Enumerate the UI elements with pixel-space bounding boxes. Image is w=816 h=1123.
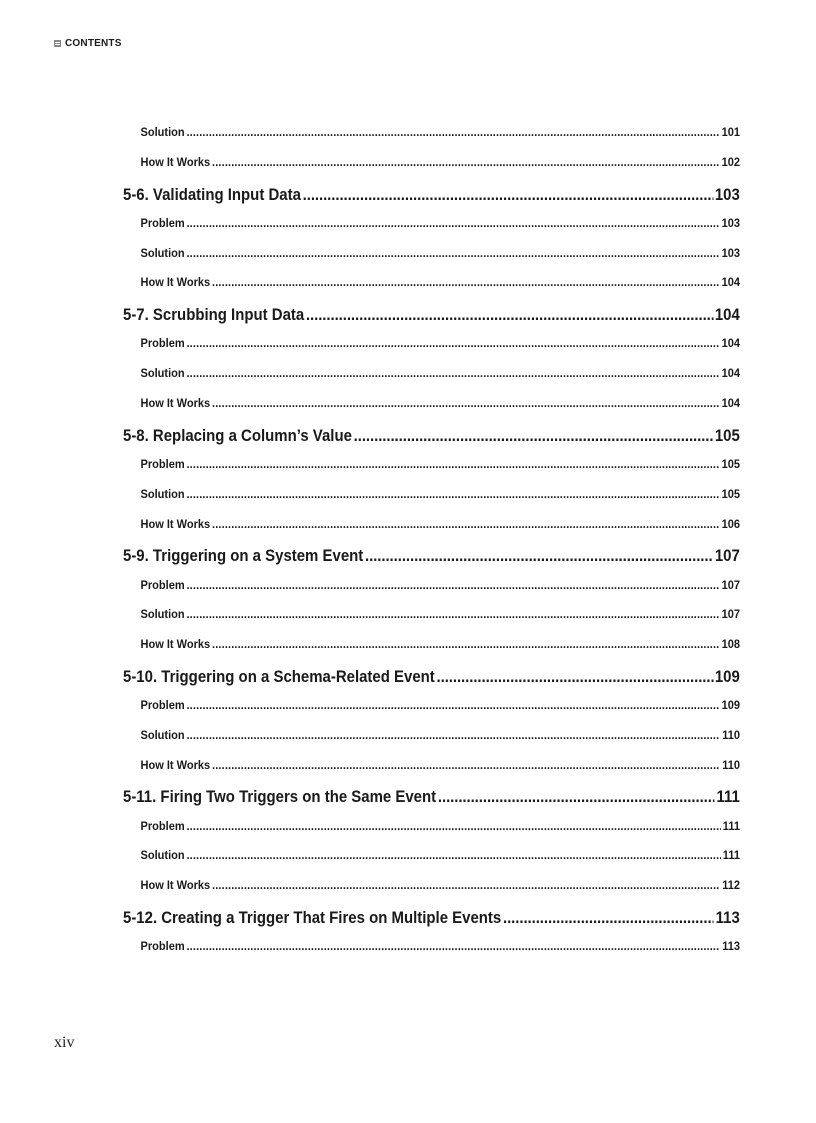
- toc-entry-label: Problem: [140, 456, 185, 471]
- toc-entry-label: 5-12. Creating a Trigger That Fires on Multiple Events: [123, 908, 502, 928]
- toc-entry-label: Solution: [140, 486, 185, 501]
- toc-subsection-entry[interactable]: [123, 481, 740, 511]
- toc-subsection-entry[interactable]: [123, 360, 740, 390]
- toc-entry-label: Problem: [140, 336, 185, 351]
- toc-subsection-entry[interactable]: [123, 572, 740, 602]
- dot-leader: [306, 299, 713, 330]
- toc-subsection-entry[interactable]: [123, 933, 740, 963]
- toc-entry-label: How It Works: [140, 516, 211, 531]
- toc-entry-label: Problem: [140, 818, 185, 833]
- dot-leader: [365, 540, 713, 571]
- toc-subsection-entry[interactable]: [123, 752, 740, 782]
- dot-leader: [186, 722, 720, 748]
- toc-entry-label: Problem: [140, 698, 185, 713]
- toc-subsection-entry[interactable]: [123, 813, 740, 843]
- toc-entry-page: 113: [715, 908, 740, 928]
- dot-leader: [186, 692, 719, 718]
- toc-subsection-entry[interactable]: [123, 631, 740, 661]
- square-icon: [54, 40, 61, 47]
- toc-entry-page: 112: [722, 878, 741, 893]
- toc-section-entry[interactable]: [123, 902, 740, 933]
- toc-subsection-entry[interactable]: [123, 390, 740, 420]
- toc-entry-page: 106: [721, 516, 741, 531]
- dot-leader: [503, 902, 714, 933]
- toc-entry-label: How It Works: [140, 878, 211, 893]
- toc-section-entry[interactable]: [123, 420, 740, 451]
- toc-entry-page: 105: [714, 425, 740, 445]
- toc-entry-page: 109: [714, 666, 740, 686]
- dot-leader: [212, 149, 720, 175]
- toc-entry-page: 102: [721, 154, 741, 169]
- toc-subsection-entry[interactable]: [123, 511, 740, 541]
- dot-leader: [186, 360, 719, 386]
- toc-subsection-entry[interactable]: [123, 240, 740, 270]
- toc-subsection-entry[interactable]: [123, 330, 740, 360]
- dot-leader: [212, 631, 720, 657]
- toc-section-entry[interactable]: [123, 661, 740, 692]
- toc-entry-page: 111: [716, 787, 740, 807]
- toc-entry-label: Solution: [140, 727, 185, 742]
- toc-subsection-entry[interactable]: [123, 872, 740, 902]
- toc-entry-page: 101: [721, 125, 741, 139]
- toc-subsection-entry[interactable]: [123, 210, 740, 240]
- dot-leader: [212, 390, 720, 416]
- toc-section-entry[interactable]: [123, 781, 740, 812]
- running-head-text: CONTENTS: [65, 38, 122, 49]
- toc-entry-label: How It Works: [140, 395, 211, 410]
- toc-entry-page: 104: [721, 395, 741, 410]
- toc-entry-page: 103: [714, 184, 740, 204]
- table-of-contents: [123, 119, 740, 963]
- toc-entry-page: 103: [721, 215, 741, 230]
- dot-leader: [303, 179, 713, 210]
- dot-leader: [186, 210, 719, 236]
- toc-entry-page: 110: [722, 727, 741, 742]
- toc-entry-label: 5-8. Replacing a Column’s Value: [123, 425, 352, 445]
- toc-entry-label: Solution: [140, 848, 185, 863]
- toc-entry-label: How It Works: [140, 154, 211, 169]
- toc-entry-page: 108: [721, 637, 741, 652]
- toc-entry-label: Problem: [140, 939, 185, 954]
- toc-subsection-entry[interactable]: [123, 842, 740, 872]
- toc-entry-label: Solution: [140, 366, 185, 381]
- toc-subsection-entry[interactable]: [123, 601, 740, 631]
- toc-entry-label: 5-11. Firing Two Triggers on the Same Event: [123, 787, 437, 807]
- dot-leader: [212, 872, 720, 898]
- dot-leader: [437, 661, 714, 692]
- toc-entry-label: How It Works: [140, 637, 211, 652]
- toc-entry-label: Problem: [140, 577, 185, 592]
- toc-subsection-entry[interactable]: [123, 119, 740, 149]
- toc-subsection-entry[interactable]: [123, 149, 740, 179]
- dot-leader: [186, 451, 719, 477]
- toc-entry-page: 105: [721, 486, 741, 501]
- page-number: xiv: [54, 1034, 75, 1051]
- toc-entry-page: 107: [721, 577, 741, 592]
- toc-entry-page: 107: [714, 546, 740, 566]
- toc-entry-page: 105: [721, 456, 741, 471]
- toc-entry-label: Solution: [140, 245, 185, 260]
- toc-entry-label: 5-9. Triggering on a System Event: [123, 546, 364, 566]
- toc-entry-label: Problem: [140, 215, 185, 230]
- toc-subsection-entry[interactable]: [123, 722, 740, 752]
- dot-leader: [186, 119, 719, 145]
- toc-entry-page: 104: [721, 275, 741, 290]
- toc-section-entry[interactable]: [123, 179, 740, 210]
- dot-leader: [212, 752, 720, 778]
- toc-entry-page: 104: [721, 336, 741, 351]
- dot-leader: [186, 933, 720, 959]
- toc-entry-label: Solution: [140, 125, 185, 139]
- toc-entry-page: 109: [721, 698, 741, 713]
- toc-subsection-entry[interactable]: [123, 269, 740, 299]
- toc-entry-page: 111: [722, 848, 741, 863]
- dot-leader: [186, 813, 720, 839]
- dot-leader: [438, 781, 715, 812]
- toc-entry-label: 5-6. Validating Input Data: [123, 184, 301, 204]
- dot-leader: [212, 511, 720, 537]
- dot-leader: [212, 269, 720, 295]
- toc-section-entry[interactable]: [123, 540, 740, 571]
- toc-entry-page: 111: [722, 818, 741, 833]
- toc-subsection-entry[interactable]: [123, 692, 740, 722]
- toc-entry-page: 110: [722, 757, 741, 772]
- dot-leader: [186, 842, 720, 868]
- toc-entry-page: 104: [721, 366, 741, 381]
- dot-leader: [186, 601, 719, 627]
- toc-subsection-entry[interactable]: [123, 451, 740, 481]
- dot-leader: [186, 572, 719, 598]
- toc-entry-page: 113: [722, 939, 741, 954]
- toc-section-entry[interactable]: [123, 299, 740, 330]
- toc-entry-page: 104: [714, 305, 740, 325]
- toc-entry-label: Solution: [140, 607, 185, 622]
- dot-leader: [354, 420, 713, 451]
- toc-entry-page: 107: [721, 607, 741, 622]
- toc-entry-page: 103: [721, 245, 741, 260]
- dot-leader: [186, 481, 719, 507]
- toc-entry-label: 5-10. Triggering on a Schema-Related Event: [123, 666, 435, 686]
- toc-entry-label: How It Works: [140, 275, 211, 290]
- toc-entry-label: 5-7. Scrubbing Input Data: [123, 305, 305, 325]
- running-head: [54, 38, 122, 49]
- toc-entry-label: How It Works: [140, 757, 211, 772]
- dot-leader: [186, 330, 719, 356]
- dot-leader: [186, 240, 719, 266]
